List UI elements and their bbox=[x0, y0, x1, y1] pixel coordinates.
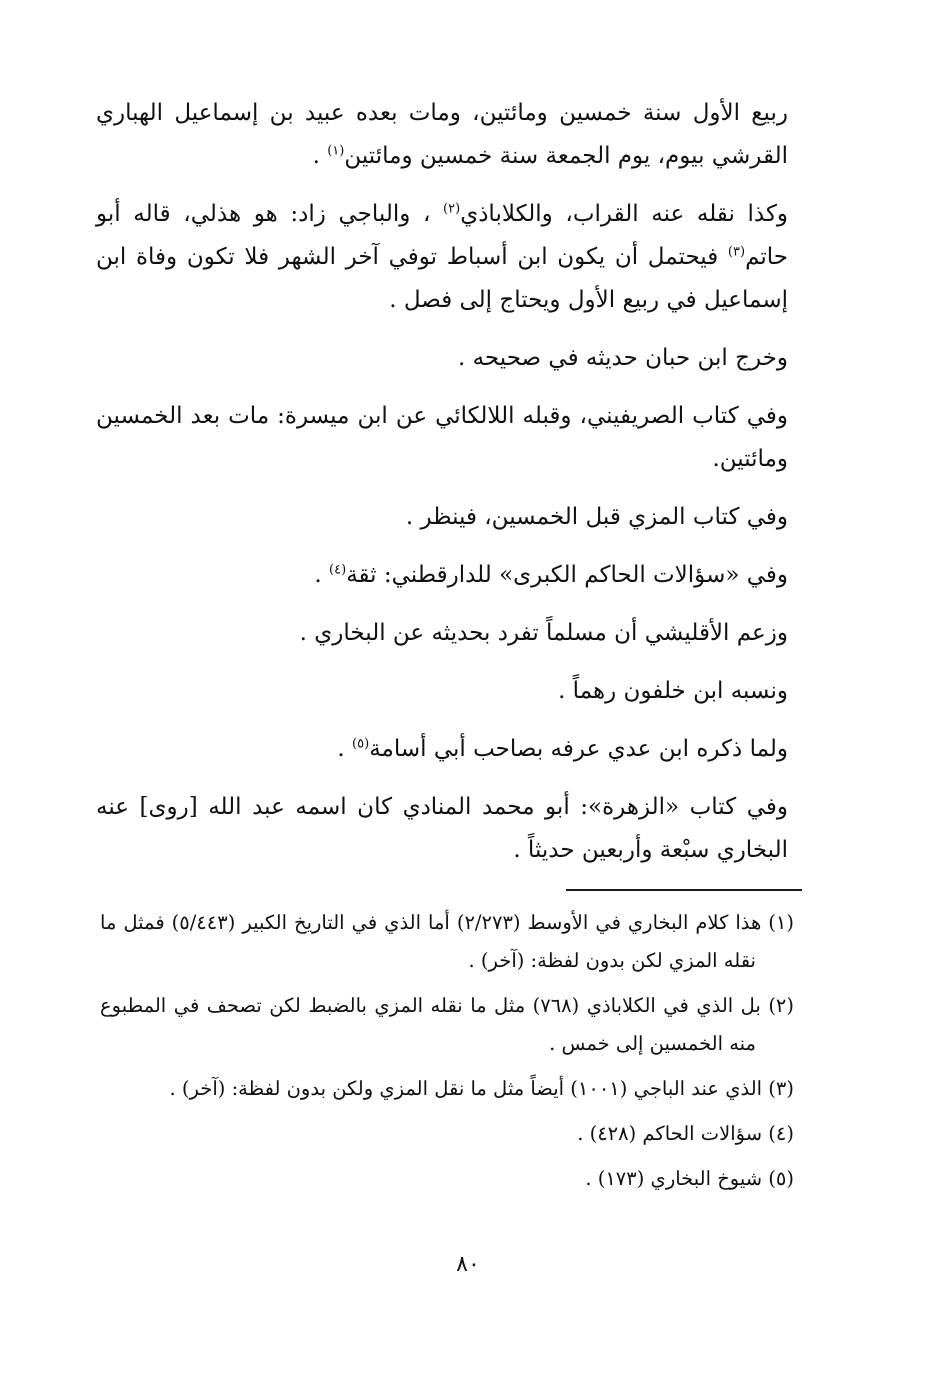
footnote-text: سؤالات الحاكم (٤٢٨) . bbox=[577, 1122, 769, 1145]
paragraph-6: وفي «سؤالات الحاكم الكبرى» للدارقطني: ثقة$^{(٤)}$ . bbox=[314, 562, 788, 588]
paragraph-5: وفي كتاب المزي قبل الخمسين، فينظر . bbox=[405, 504, 788, 530]
page-number: ٨٠ bbox=[456, 1252, 480, 1277]
footnote-number: (١) bbox=[768, 911, 794, 934]
footnote-number: (٤) bbox=[768, 1122, 794, 1145]
paragraph-10: وفي كتاب «الزهرة»: أبو محمد المنادي كان اسمه عبد الله [روى] عنه البخاري سبْعة وأربعين حديثاً . bbox=[96, 794, 788, 863]
footnote-ref-2[interactable]: (٢) bbox=[443, 201, 461, 217]
footnote-2 bbox=[100, 987, 794, 1063]
footnote-5 bbox=[100, 1160, 794, 1198]
main-text bbox=[96, 92, 788, 887]
paragraph-9: ولما ذكره ابن عدي عرفه بصاحب أبي أسامة$^{(٥)}$ . bbox=[337, 736, 788, 762]
paragraph-3: وخرج ابن حبان حديثه في صحيحه . bbox=[457, 345, 788, 371]
footnote-ref-5[interactable]: (٥) bbox=[352, 736, 370, 752]
paragraph-7: وزعم الأقليشي أن مسلماً تفرد بحديثه عن البخاري . bbox=[299, 620, 788, 646]
footnote-separator bbox=[566, 889, 802, 891]
footnote-text: الذي عند الباجي (١٠٠١) أيضاً مثل ما نقل المزي ولكن بدون لفظة: (آخر) . bbox=[169, 1077, 769, 1100]
footnote-text: شيوخ البخاري (١٧٣) . bbox=[585, 1167, 769, 1190]
paragraph-4: وفي كتاب الصريفيني، وقبله اللالكائي عن ابن ميسرة: مات بعد الخمسين ومائتين. bbox=[96, 403, 788, 472]
footnote-4 bbox=[100, 1115, 794, 1153]
footnote-number: (٢) bbox=[768, 994, 795, 1017]
footnote-text: بل الذي في الكلاباذي (٧٦٨) مثل ما نقله المزي بالضبط لكن تصحف في المطبوع منه الخمسين إلى خمس . bbox=[100, 994, 769, 1055]
paragraph-2: وكذا نقله عنه القراب، والكلاباذي$^{(٢)}$ ، والباجي زاد: هو هذلي، قاله أبو حاتم$^{(٣)}$ فيحتمل أن يكون ابن أسباط توفي آخر الشهر فلا تكون وفاة ابن إسماعيل في ربيع الأول ويحتاج إلى فصل . bbox=[96, 201, 789, 313]
footnote-number: (٣) bbox=[768, 1077, 794, 1100]
footnote-text: هذا كلام البخاري في الأوسط (٢/٢٧٣) أما الذي في التاريخ الكبير (٥/٤٤٣) فمثل ما نقله المزي لكن بدون لفظة: (آخر) . bbox=[100, 911, 769, 972]
footnote-ref-1[interactable]: (١) bbox=[327, 143, 345, 159]
footnote-1 bbox=[100, 904, 794, 980]
footnote-3 bbox=[100, 1070, 794, 1108]
paragraph-8: ونسبه ابن خلفون رهماً . bbox=[558, 678, 788, 704]
footnote-number: (٥) bbox=[768, 1167, 794, 1190]
paragraph-1: ربيع الأول سنة خمسين ومائتين، ومات بعده عبيد بن إسماعيل الهباري القرشي بيوم، يوم الجمعة سنة خمسين ومائتين$^{(١)}$ . bbox=[96, 100, 788, 169]
footnote-ref-4[interactable]: (٤) bbox=[329, 562, 347, 578]
footnotes bbox=[100, 904, 794, 1205]
footnote-ref-3[interactable]: (٣) bbox=[727, 244, 746, 260]
